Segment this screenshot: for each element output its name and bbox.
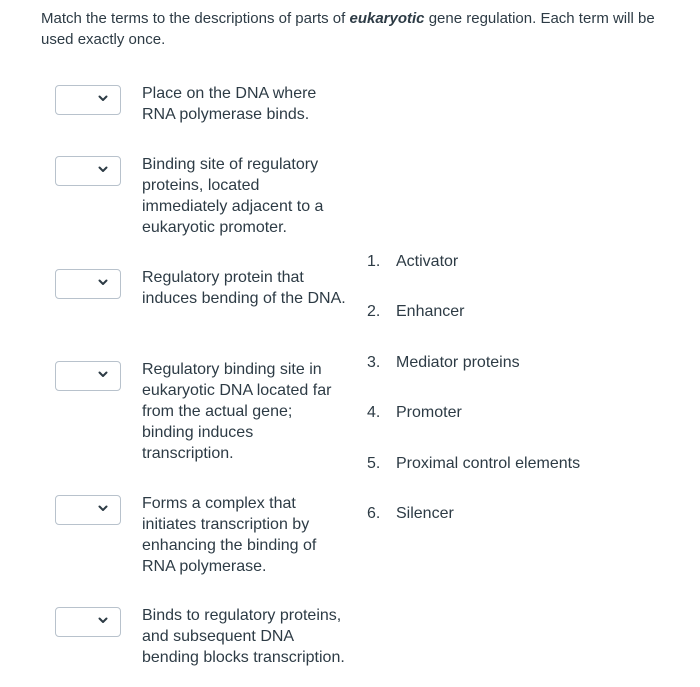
term-label: Silencer xyxy=(396,505,454,522)
term-number: 3. xyxy=(367,354,381,371)
chevron-down-icon xyxy=(96,613,110,627)
term-label: Mediator proteins xyxy=(396,354,520,371)
term-number: 4. xyxy=(367,404,381,421)
term-number: 2. xyxy=(367,303,381,320)
term-option-2 xyxy=(367,301,465,322)
answer-dropdown-6[interactable] xyxy=(55,607,121,637)
term-option-5 xyxy=(367,453,580,474)
term-option-4 xyxy=(367,402,462,423)
chevron-down-icon xyxy=(96,501,110,515)
term-label: Promoter xyxy=(396,404,462,421)
answer-dropdown-5[interactable] xyxy=(55,495,121,525)
match-description-3: Regulatory protein that induces bending of the DNA. xyxy=(142,269,346,307)
question-prompt xyxy=(41,8,671,50)
answer-dropdown-4[interactable] xyxy=(55,361,121,391)
term-option-1 xyxy=(367,251,458,272)
term-number: 1. xyxy=(367,253,381,270)
match-description-2: Binding site of regulatory proteins, located immediately adjacent to a eukaryotic promoter. xyxy=(142,156,324,236)
answer-dropdown-1[interactable] xyxy=(55,85,121,115)
term-number: 6. xyxy=(367,505,381,522)
term-option-6 xyxy=(367,503,454,524)
match-description-6: Binds to regulatory proteins, and subsequent DNA bending blocks transcription. xyxy=(142,607,345,666)
match-description-5: Forms a complex that initiates transcription by enhancing the binding of RNA polymerase. xyxy=(142,495,317,575)
chevron-down-icon xyxy=(96,162,110,176)
chevron-down-icon xyxy=(96,275,110,289)
match-description-1: Place on the DNA where RNA polymerase binds. xyxy=(142,85,317,123)
term-label: Enhancer xyxy=(396,303,465,320)
term-label: Proximal control elements xyxy=(396,455,581,472)
term-label: Activator xyxy=(396,253,459,270)
chevron-down-icon xyxy=(96,91,110,105)
chevron-down-icon xyxy=(96,367,110,381)
prompt-emphasis: eukaryotic xyxy=(349,10,425,27)
prompt-text-before: Match the terms to the descriptions of parts of xyxy=(41,10,350,27)
match-description-4: Regulatory binding site in eukaryotic DNA located far from the actual gene; binding induces transcription. xyxy=(142,361,332,462)
answer-dropdown-3[interactable] xyxy=(55,269,121,299)
term-option-3 xyxy=(367,352,520,373)
prompt-text-after: gene regulation. Each term will be used exactly once. xyxy=(41,10,655,48)
answer-dropdown-2[interactable] xyxy=(55,156,121,186)
term-number: 5. xyxy=(367,455,381,472)
